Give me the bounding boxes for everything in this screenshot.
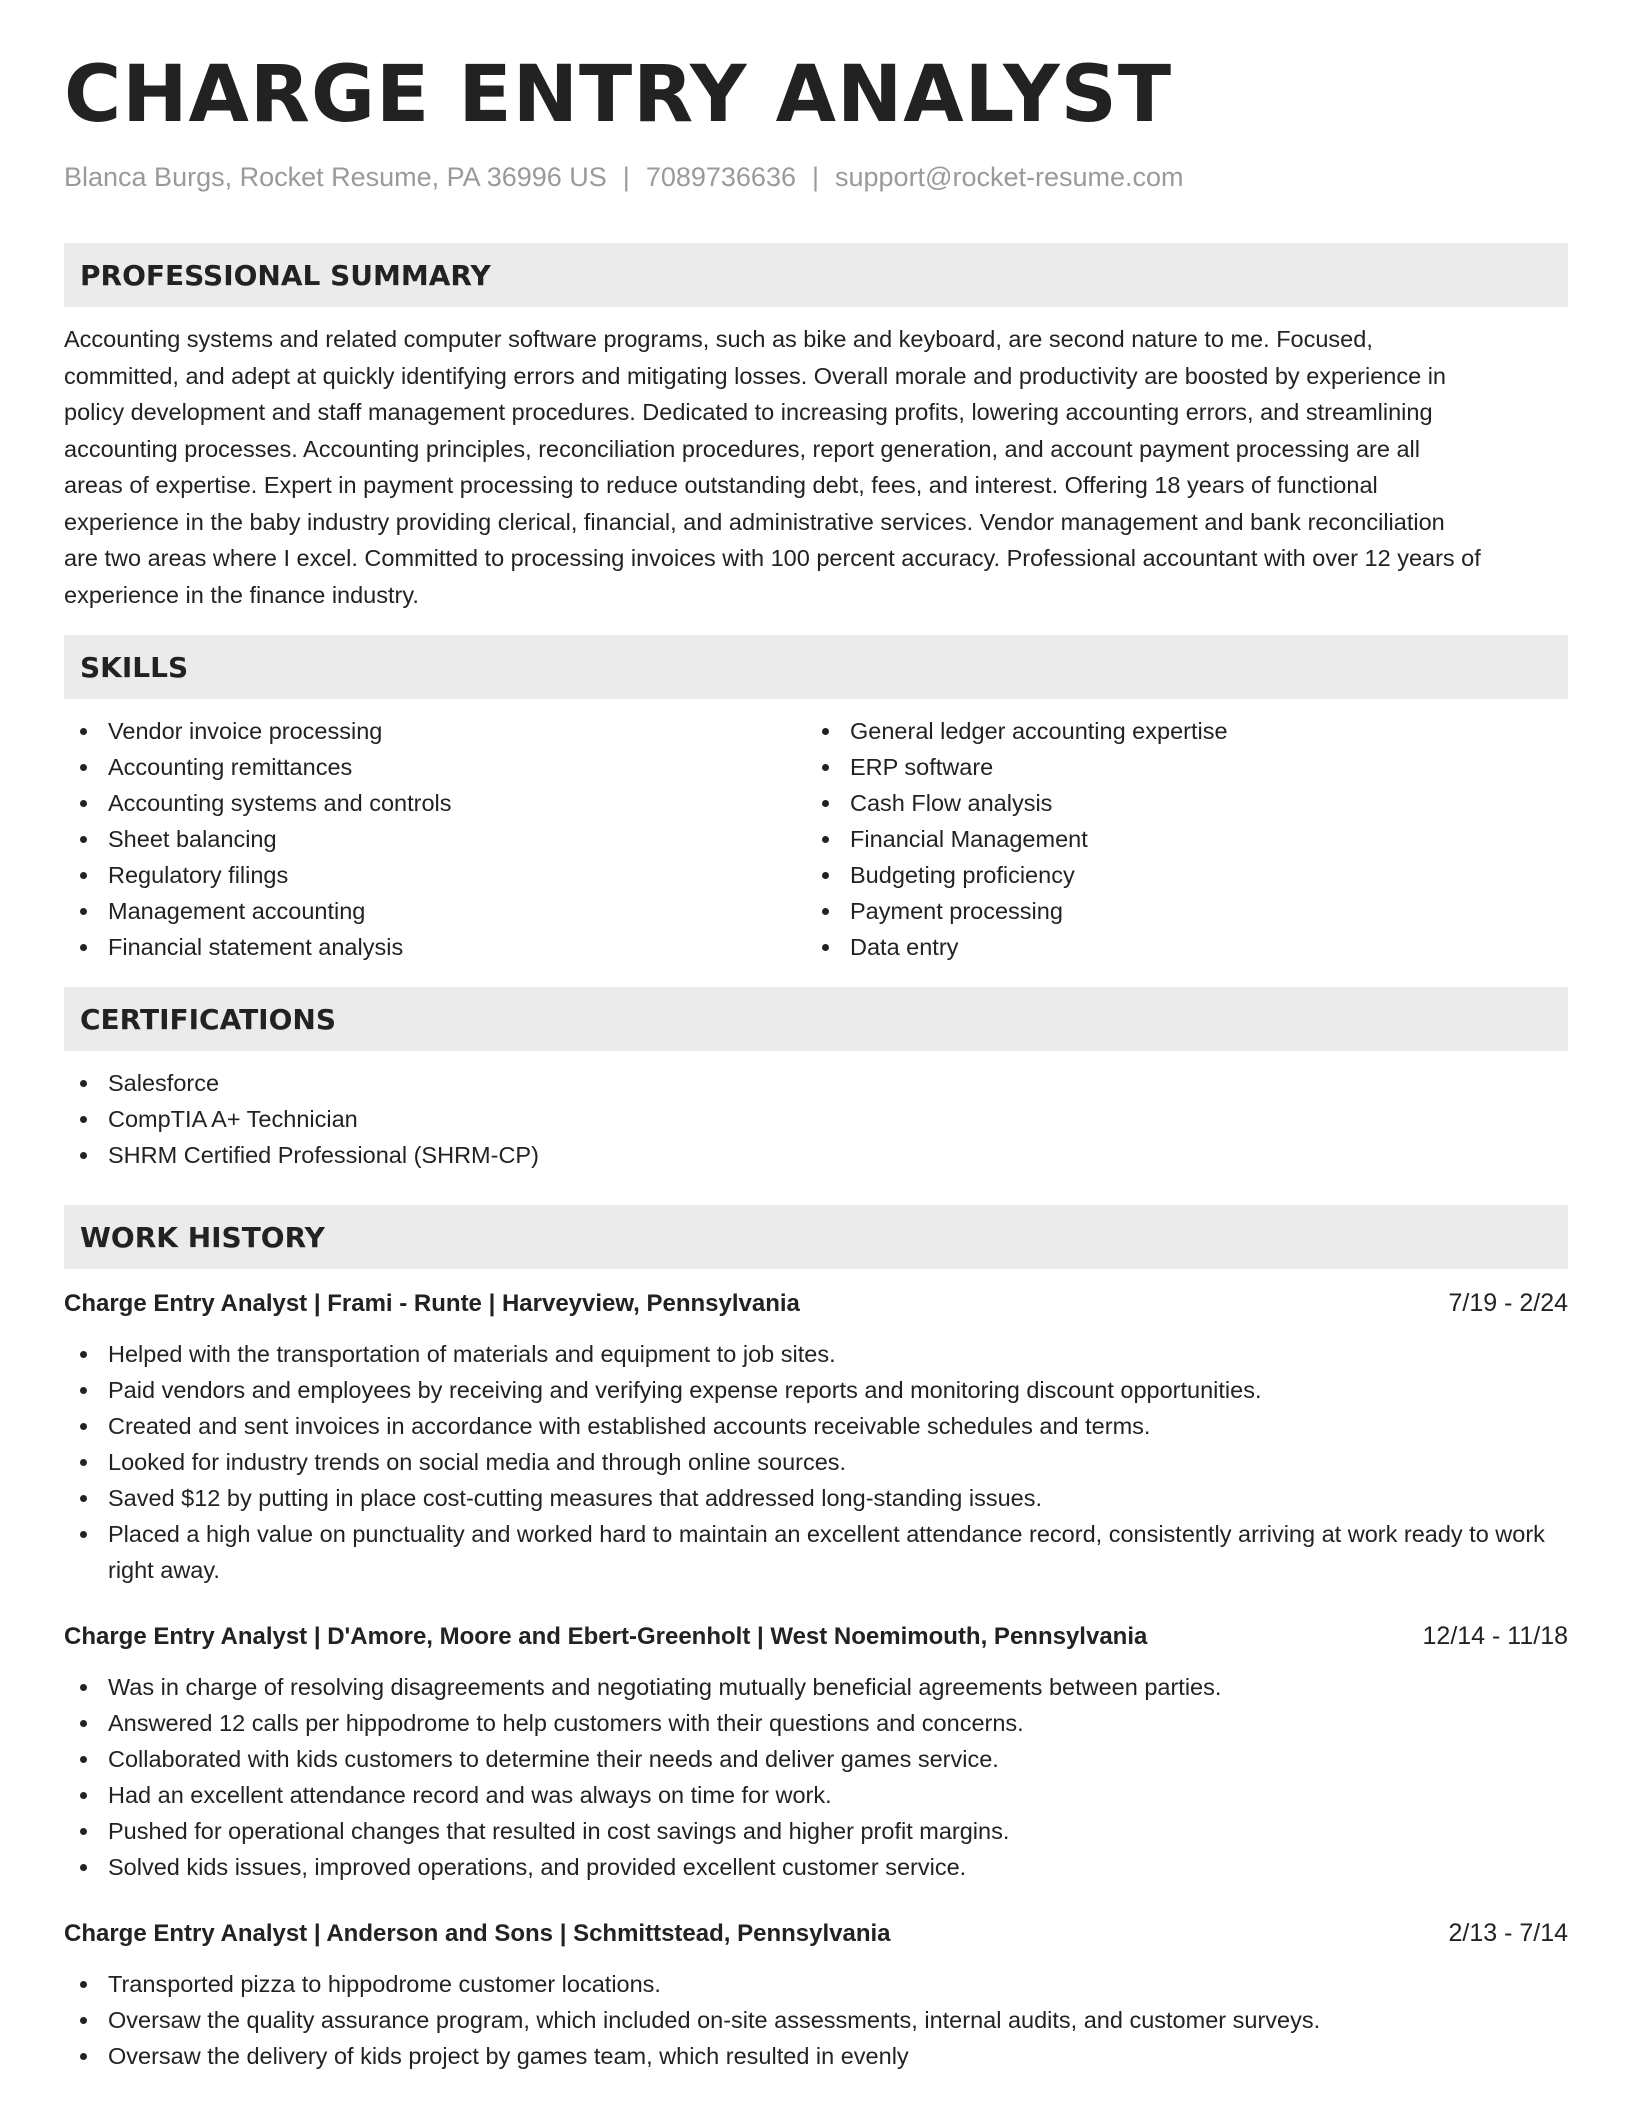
job-entry (64, 1915, 1568, 2074)
skills-list-right (806, 713, 1548, 965)
job-bullet: Paid vendors and employees by receiving and verifying expense reports and monitoring discount opportunities. (64, 1372, 1568, 1408)
certification-item: Salesforce (64, 1065, 1568, 1101)
job-title: Charge Entry Analyst | Frami - Runte | Harveyview, Pennsylvania (64, 1290, 800, 1317)
job-bullet: Looked for industry trends on social media and through online sources. (64, 1444, 1568, 1480)
job-bullet: Transported pizza to hippodrome customer locations. (64, 1966, 1568, 2002)
job-bullets (64, 1966, 1568, 2074)
skills-list-left (64, 713, 806, 965)
contact-separator: | (811, 162, 819, 192)
skill-item: Vendor invoice processing (64, 713, 806, 749)
job-dates: 2/13 - 7/14 (1448, 1919, 1568, 1947)
skill-item: Financial Management (806, 821, 1548, 857)
job-header (64, 1915, 1568, 1952)
skill-item: Regulatory filings (64, 857, 806, 893)
summary-line: policy development and staff management procedures. Dedicated to increasing profits, lowering accounting errors, and streamlining (64, 399, 1433, 425)
contact-email: support@rocket-resume.com (835, 162, 1184, 192)
summary-line: areas of expertise. Expert in payment processing to reduce outstanding debt, fees, and interest. Offering 18 years of functional (64, 472, 1378, 498)
skill-item: Accounting remittances (64, 749, 806, 785)
skills-grid (64, 713, 1568, 965)
job-bullets (64, 1336, 1568, 1588)
job-entry (64, 1285, 1568, 1588)
skill-item: Budgeting proficiency (806, 857, 1548, 893)
job-title: Charge Entry Analyst | Anderson and Sons | Schmittstead, Pennsylvania (64, 1920, 891, 1947)
job-title: Charge Entry Analyst | D'Amore, Moore and Ebert-Greenholt | West Noemimouth, Pennsylvania (64, 1623, 1148, 1650)
summary-line: are two areas where I excel. Committed to processing invoices with 100 percent accuracy. Professional accountant with over 12 years of (64, 545, 1481, 571)
job-bullet: Created and sent invoices in accordance with established accounts receivable schedules and terms. (64, 1408, 1568, 1444)
summary-line: experience in the baby industry providing clerical, financial, and administrative services. Vendor management and bank reconciliation (64, 508, 1445, 535)
skill-item: Cash Flow analysis (806, 785, 1548, 821)
section-heading-certifications: CERTIFICATIONS (64, 987, 1568, 1051)
page-title: CHARGE ENTRY ANALYST (64, 50, 1173, 140)
job-bullet: Saved $12 by putting in place cost-cutting measures that addressed long-standing issues. (64, 1480, 1568, 1516)
skill-item: Accounting systems and controls (64, 785, 806, 821)
contact-phone: 7089736636 (645, 162, 796, 192)
summary-line: accounting processes. Accounting principles, reconciliation procedures, report generation, and account payment processing are all (64, 435, 1420, 462)
job-bullet: Helped with the transportation of materials and equipment to job sites. (64, 1336, 1568, 1372)
job-bullet: Was in charge of resolving disagreements and negotiating mutually beneficial agreements between parties. (64, 1669, 1568, 1705)
job-entry (64, 1618, 1568, 1885)
job-header (64, 1285, 1568, 1322)
certification-item: SHRM Certified Professional (SHRM-CP) (64, 1137, 1568, 1173)
skill-item: Sheet balancing (64, 821, 806, 857)
job-bullet: Collaborated with kids customers to determine their needs and deliver games service. (64, 1741, 1568, 1777)
skill-item: Data entry (806, 929, 1548, 965)
job-bullet: Placed a high value on punctuality and worked hard to maintain an excellent attendance record, consistently arriving at work ready to work right away. (64, 1516, 1568, 1588)
section-heading-skills: SKILLS (64, 635, 1568, 699)
job-bullet: Pushed for operational changes that resulted in cost savings and higher profit margins. (64, 1813, 1568, 1849)
certifications-list (64, 1065, 1568, 1173)
summary-line: experience in the finance industry. (64, 581, 419, 608)
skill-item: General ledger accounting expertise (806, 713, 1548, 749)
job-bullet: Oversaw the quality assurance program, which included on-site assessments, internal audits, and customer surveys. (64, 2002, 1568, 2038)
summary-line: Accounting systems and related computer software programs, such as bike and keyboard, are second nature to me. Focused, (64, 326, 1373, 352)
job-bullet: Oversaw the delivery of kids project by games team, which resulted in evenly (64, 2038, 1568, 2074)
job-bullets (64, 1669, 1568, 1885)
job-dates: 12/14 - 11/18 (1422, 1622, 1568, 1650)
certification-item: CompTIA A+ Technician (64, 1101, 1568, 1137)
contact-address: Blanca Burgs, Rocket Resume, PA 36996 US (64, 162, 607, 192)
job-bullet: Solved kids issues, improved operations, and provided excellent customer service. (64, 1849, 1568, 1885)
skill-item: Financial statement analysis (64, 929, 806, 965)
job-bullet: Answered 12 calls per hippodrome to help customers with their questions and concerns. (64, 1705, 1568, 1741)
job-header (64, 1618, 1568, 1655)
resume-page (64, 50, 1568, 2074)
summary-paragraph (64, 321, 1568, 613)
contact-line (64, 162, 1568, 193)
skill-item: Payment processing (806, 893, 1548, 929)
section-heading-work-history: WORK HISTORY (64, 1205, 1568, 1269)
summary-line: committed, and adept at quickly identifying errors and mitigating losses. Overall morale and productivity are boosted by experience in (64, 362, 1446, 389)
contact-separator: | (622, 162, 630, 192)
job-dates: 7/19 - 2/24 (1448, 1289, 1568, 1317)
skill-item: ERP software (806, 749, 1548, 785)
section-heading-summary: PROFESSIONAL SUMMARY (64, 243, 1568, 307)
skill-item: Management accounting (64, 893, 806, 929)
job-bullet: Had an excellent attendance record and was always on time for work. (64, 1777, 1568, 1813)
